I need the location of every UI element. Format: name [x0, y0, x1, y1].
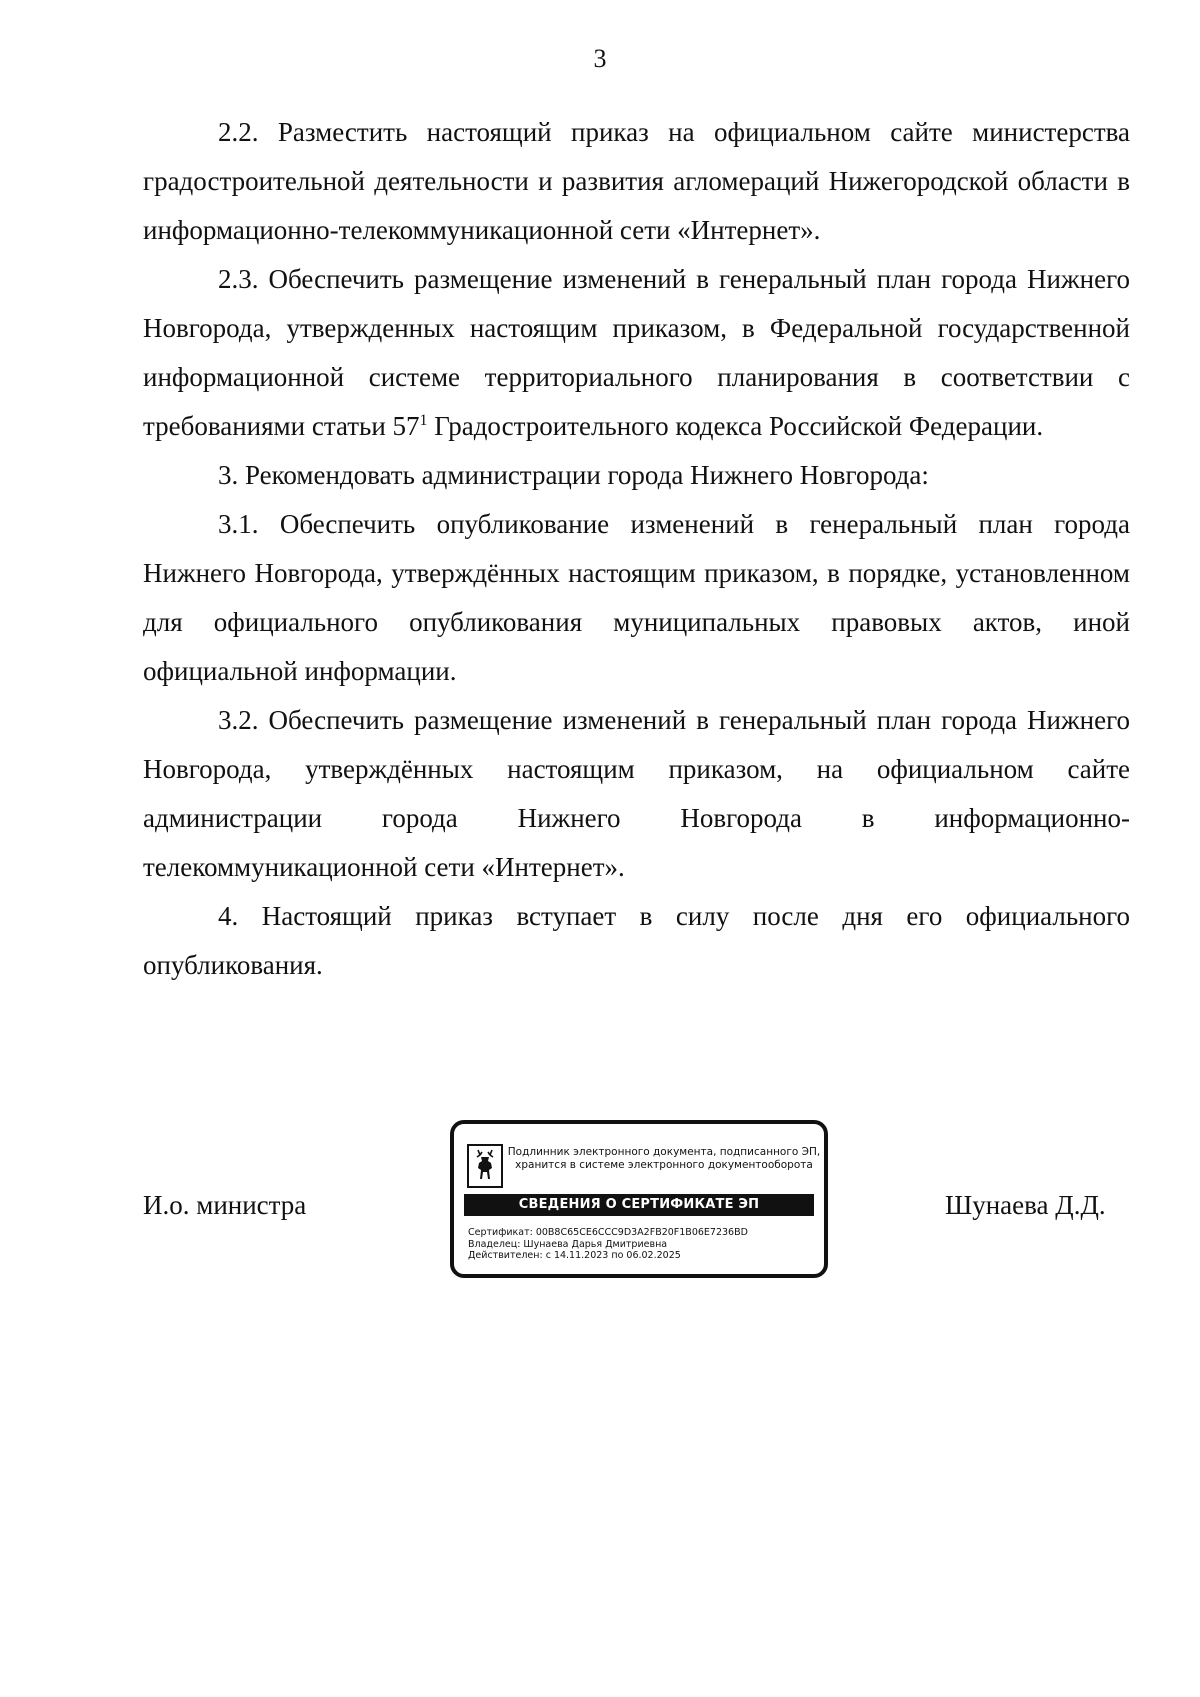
paragraph-2-2: 2.2. Разместить настоящий приказ на официальном сайте министерства градостроительной деятельности и развития агломераций Нижегородской области в информационно-телекоммуникационной сети «Интернет».	[143, 117, 1130, 245]
certificate-owner: Владелец: Шунаева Дарья Дмитриевна	[468, 1238, 668, 1250]
article-superscript: 1	[419, 412, 428, 429]
paragraph-4: 4. Настоящий приказ вступает в силу после дня его официального опубликования.	[143, 901, 1130, 980]
stamp-header	[506, 1146, 822, 1172]
certificate-validity: Действителен: с 14.11.2023 по 06.02.2025	[468, 1250, 681, 1261]
stamp-header-line2: хранится в системе электронного документооборота	[515, 1159, 813, 1171]
certificate-info-bar: СВЕДЕНИЯ О СЕРТИФИКАТЕ ЭП	[464, 1194, 814, 1216]
paragraph-3-1: 3.1. Обеспечить опубликование изменений в генеральный план города Нижнего Новгорода, утверждённых настоящим приказом, в порядке, установленном для официального опубликования муниципальных правовых актов, иной официальной информации.	[143, 509, 1130, 686]
electronic-signature-stamp	[450, 1120, 828, 1278]
signatory-role: И.о. министра	[143, 1190, 307, 1220]
certificate-details	[468, 1227, 818, 1262]
certificate-serial: Сертификат: 00B8C65CE6CCC9D3A2FB20F1B06E7236BD	[468, 1227, 748, 1238]
signatory-name: Шунаева Д.Д.	[945, 1190, 1106, 1220]
paragraph-2-3-tail: Градостроительного кодекса Российской Федерации.	[427, 411, 1044, 441]
document-body	[143, 108, 1130, 990]
deer-emblem-icon	[467, 1144, 503, 1188]
paragraph-2-3	[143, 255, 1130, 451]
paragraph-2-3-text: 2.3. Обеспечить размещение изменений в генеральный план города Нижнего Новгорода, утвержденных настоящим приказом, в Федеральной государственной информационной системе территориального планирования в соответствии с требованиями статьи 57	[143, 264, 1130, 441]
stamp-header-line1: Подлинник электронного документа, подписанного ЭП,	[507, 1146, 821, 1158]
page-number: 3	[593, 44, 607, 73]
paragraph-3-2: 3.2. Обеспечить размещение изменений в генеральный план города Нижнего Новгорода, утверждённых настоящим приказом, на официальном сайте администрации города Нижнего Новгорода в информационно-телекоммуникационной сети «Интернет».	[143, 705, 1130, 882]
paragraph-3: 3. Рекомендовать администрации города Нижнего Новгорода:	[218, 460, 929, 490]
